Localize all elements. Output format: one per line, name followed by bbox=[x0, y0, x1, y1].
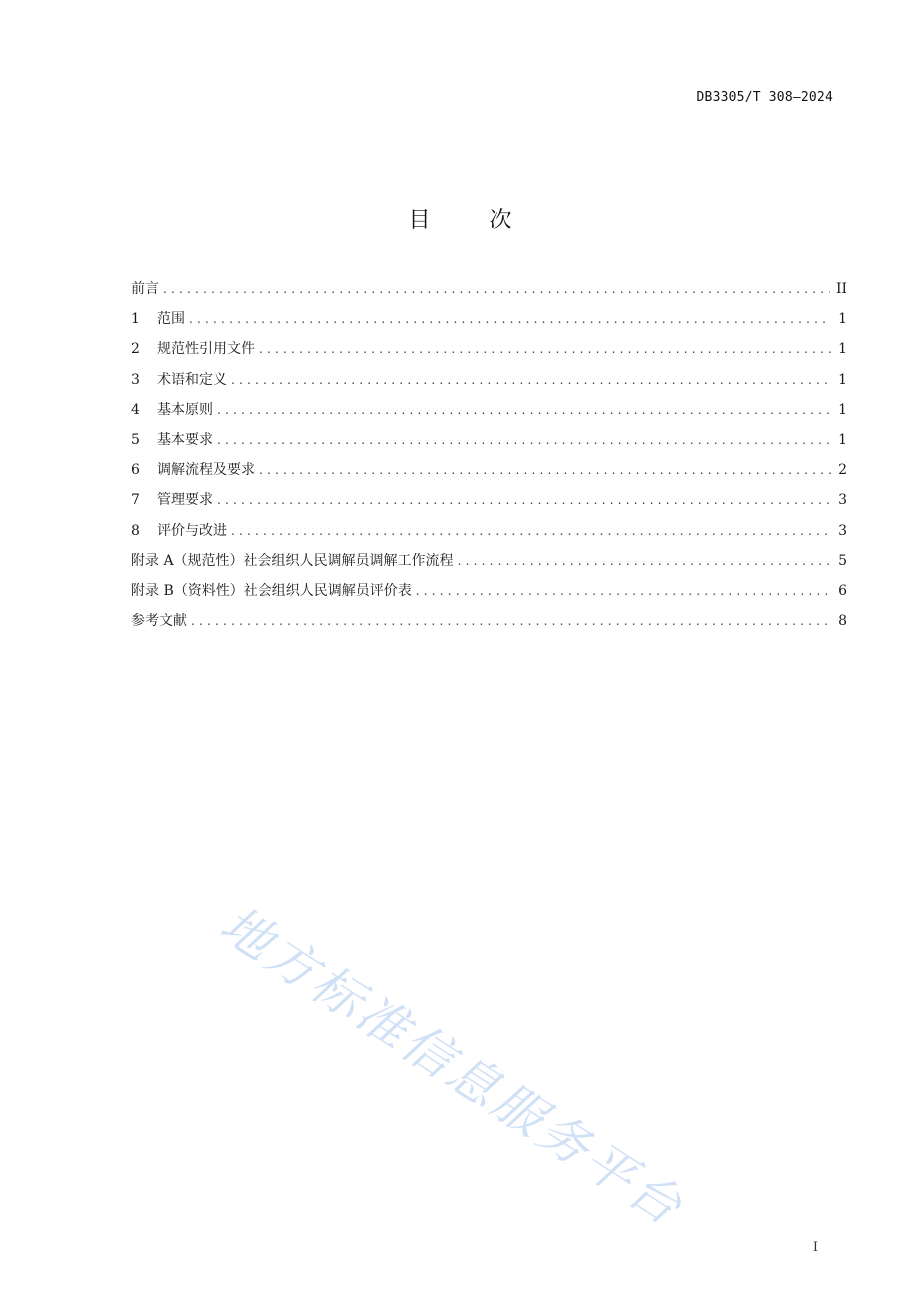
toc-entry-number: 6 bbox=[131, 462, 140, 479]
toc-leader-dots bbox=[217, 433, 831, 447]
toc-entry-label: 基本要求 bbox=[157, 431, 213, 448]
toc-entry-evaluation-improvement[interactable] bbox=[131, 520, 847, 550]
toc-entry-basic-principles[interactable] bbox=[131, 399, 847, 429]
toc-entry-page: 3 bbox=[838, 492, 847, 509]
toc-entry-number: 1 bbox=[131, 311, 140, 328]
toc-entry-label: 规范性引用文件 bbox=[157, 341, 255, 358]
toc-entry-label: 附录 B（资料性）社会组织人民调解员评价表 bbox=[131, 582, 412, 599]
toc-leader-dots bbox=[259, 463, 831, 477]
table-of-contents bbox=[131, 278, 847, 640]
toc-entry-appendix-b[interactable] bbox=[131, 580, 847, 610]
page-number: I bbox=[812, 1240, 818, 1255]
toc-entry-page: 8 bbox=[838, 613, 847, 630]
toc-entry-page: 1 bbox=[838, 431, 847, 448]
toc-entry-page: 1 bbox=[838, 401, 847, 418]
toc-entry-number: 8 bbox=[131, 522, 140, 539]
toc-title: 目 次 bbox=[408, 208, 538, 233]
toc-entry-page: 6 bbox=[838, 582, 847, 599]
toc-entry-label: 参考文献 bbox=[131, 613, 187, 630]
toc-entry-mediation-process[interactable] bbox=[131, 459, 847, 489]
toc-leader-dots bbox=[217, 403, 831, 417]
toc-leader-dots bbox=[231, 373, 831, 387]
toc-entry-normative-references[interactable] bbox=[131, 338, 847, 368]
toc-leader-dots bbox=[191, 614, 831, 628]
document-code: DB3305/T 308—2024 bbox=[696, 90, 833, 105]
toc-entry-page: 3 bbox=[838, 522, 847, 539]
toc-entry-number: 5 bbox=[131, 431, 140, 448]
toc-entry-page: 1 bbox=[838, 311, 847, 328]
toc-leader-dots bbox=[458, 554, 831, 568]
toc-entry-number: 2 bbox=[131, 341, 140, 358]
toc-entry-basic-requirements[interactable] bbox=[131, 429, 847, 459]
toc-leader-dots bbox=[259, 342, 831, 356]
toc-entry-management-requirements[interactable] bbox=[131, 489, 847, 519]
toc-entry-page: 5 bbox=[838, 552, 847, 569]
toc-entry-label: 基本原则 bbox=[157, 401, 213, 418]
toc-leader-dots bbox=[217, 493, 831, 507]
toc-entry-scope[interactable] bbox=[131, 308, 847, 338]
toc-leader-dots bbox=[189, 312, 831, 326]
toc-entry-page: II bbox=[835, 281, 847, 297]
toc-entry-terms-definitions[interactable] bbox=[131, 369, 847, 399]
toc-leader-dots bbox=[163, 282, 830, 296]
toc-entry-number: 3 bbox=[131, 371, 140, 388]
toc-entry-bibliography[interactable] bbox=[131, 610, 847, 640]
toc-entry-label: 附录 A（规范性）社会组织人民调解员调解工作流程 bbox=[131, 552, 454, 569]
toc-entry-label: 调解流程及要求 bbox=[157, 462, 255, 479]
toc-entry-page: 1 bbox=[838, 371, 847, 388]
toc-entry-page: 2 bbox=[838, 462, 847, 479]
toc-leader-dots bbox=[231, 524, 831, 538]
toc-leader-dots bbox=[416, 584, 831, 598]
toc-entry-label: 术语和定义 bbox=[157, 371, 227, 388]
toc-entry-label: 前言 bbox=[131, 281, 159, 297]
toc-entry-number: 7 bbox=[131, 492, 140, 509]
toc-entry-appendix-a[interactable] bbox=[131, 550, 847, 580]
toc-entry-page: 1 bbox=[838, 341, 847, 358]
watermark: 地方标准信息服务平台 bbox=[210, 895, 695, 1238]
toc-entry-label: 范围 bbox=[157, 311, 185, 328]
toc-entry-foreword[interactable] bbox=[131, 278, 847, 308]
toc-entry-label: 评价与改进 bbox=[157, 522, 227, 539]
toc-entry-number: 4 bbox=[131, 401, 140, 418]
toc-entry-label: 管理要求 bbox=[157, 492, 213, 509]
